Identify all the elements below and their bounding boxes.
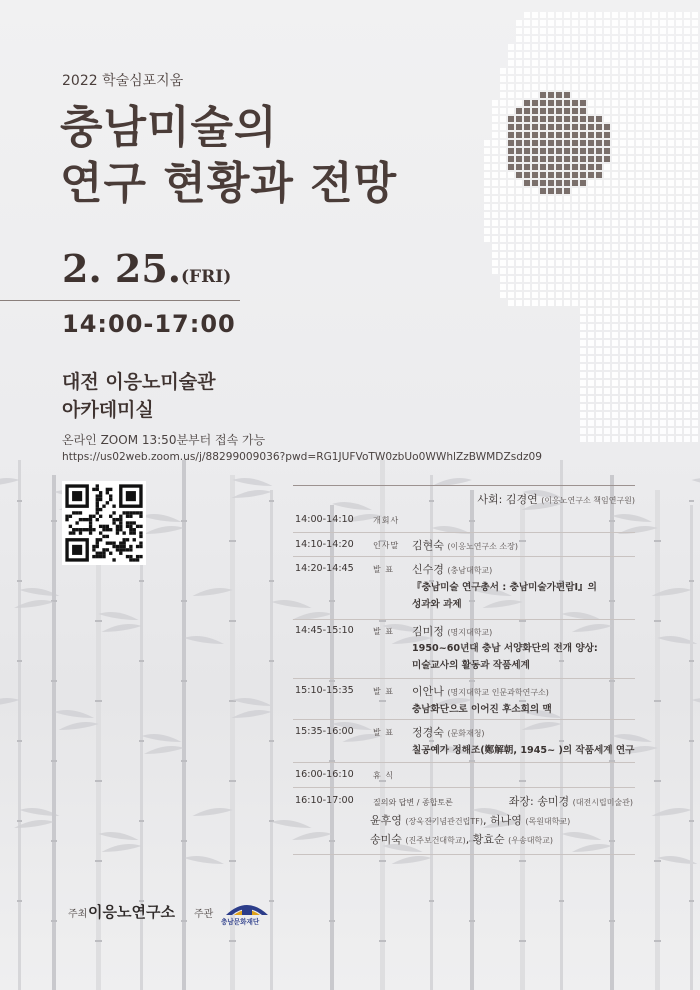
date-divider — [0, 300, 240, 301]
moderator — [477, 491, 635, 507]
paper-title — [412, 701, 552, 718]
row-time: 16:10-17:00 — [295, 795, 354, 806]
paper-title — [412, 579, 597, 613]
weekday: (FRI) — [181, 267, 232, 287]
program-row — [293, 788, 635, 855]
panelist-name: 허나영 — [489, 814, 522, 827]
row-role: 인사말 — [373, 541, 400, 550]
host-logo: 이응노연구소 — [88, 903, 175, 921]
row-role: 발 표 — [373, 687, 394, 696]
qr-code[interactable] — [62, 481, 146, 565]
row-time: 14:00-14:10 — [295, 514, 354, 525]
panelist-affil: (장욱진기념관건립TF) — [405, 817, 483, 826]
paper-title-line: 충남화단으로 이어진 후소회의 맥 — [412, 704, 552, 715]
paper-title-line: 성과와 과제 — [412, 599, 462, 610]
zoom-link[interactable]: https://us02web.zoom.us/j/88299009036?pwd=RG1JUFVoTW0zbUo0WWhlZzBWMDZsdz09 — [62, 451, 543, 463]
moderator-affil: (이응노연구소 책임연구원) — [541, 496, 635, 505]
row-time: 14:10-14:20 — [295, 539, 354, 550]
speaker-name: 신수경 — [412, 563, 444, 576]
panelists-line-2 — [370, 831, 553, 847]
event-time: 14:00-17:00 — [62, 310, 236, 338]
paper-title — [412, 742, 634, 759]
chair-affil: (대전시립미술관) — [572, 798, 633, 807]
row-time: 15:35-16:00 — [295, 726, 354, 737]
speaker-name: 김미정 — [412, 625, 444, 638]
event-date — [62, 246, 231, 291]
separator: , — [482, 814, 490, 827]
chair-name: 송미경 — [537, 795, 570, 808]
paper-title-line: 칠공예가 정해조(鄭解朝, 1945~ )의 작품세계 연구 — [412, 745, 635, 756]
panelist-affil: (목원대학교) — [525, 817, 571, 826]
row-time: 14:45-15:10 — [295, 625, 354, 636]
panelist-name: 윤후영 — [370, 814, 402, 827]
panelists-line-1 — [370, 812, 570, 828]
chair-label: 좌장: — [508, 795, 538, 808]
speaker-affil: (명지대학교 인문과학연구소) — [447, 688, 549, 697]
venue — [62, 368, 215, 424]
panelist-name: 황효순 — [472, 833, 505, 846]
moderator-label: 사회: — [477, 493, 506, 506]
separator: , — [465, 833, 473, 846]
speaker-name: 김현숙 — [412, 539, 444, 552]
title-line-2: 연구 현황과 전망 — [60, 158, 398, 209]
speaker — [412, 623, 492, 639]
speaker-name: 정경숙 — [412, 726, 444, 739]
row-role: 휴 식 — [373, 771, 394, 780]
chair — [509, 793, 633, 809]
program-row — [293, 720, 635, 763]
program-row — [293, 620, 635, 679]
panelist-affil: (진주보건대학교) — [405, 836, 466, 845]
program-row — [293, 557, 635, 620]
speaker — [412, 537, 518, 553]
host-label: 주최 — [68, 909, 88, 920]
speaker-affil: (충남대학교) — [447, 566, 493, 575]
speaker-affil: (문화재청) — [447, 729, 485, 738]
row-role: 발 표 — [373, 565, 394, 574]
program-row — [293, 508, 635, 533]
panelist-affil: (우송대학교) — [508, 836, 554, 845]
organizer-name: 충남문화재단 — [221, 918, 260, 926]
date-value: 2. 25. — [62, 246, 182, 291]
speaker — [412, 724, 485, 740]
venue-line-2: 아카데미실 — [62, 399, 154, 421]
row-role: 질의와 답변 / 종합토론 — [373, 798, 453, 807]
paper-title-line: 미술교사의 활동과 작품세계 — [412, 660, 530, 671]
row-role: 발 표 — [373, 728, 394, 737]
speaker-name: 이안나 — [412, 685, 444, 698]
page-title — [60, 100, 397, 212]
row-role: 발 표 — [373, 627, 394, 636]
speaker — [412, 561, 492, 577]
row-role: 개회사 — [373, 516, 400, 525]
moderator-name: 김경연 — [505, 493, 538, 506]
row-time: 14:20-14:45 — [295, 563, 354, 574]
program-row — [293, 763, 635, 788]
title-line-1: 충남미술의 — [60, 102, 278, 153]
panelist-name: 송미숙 — [370, 833, 402, 846]
paper-title-line: 1950~60년대 충남 서양화단의 전개 양상: — [412, 643, 598, 654]
symposium-label: 2022 학술심포지움 — [62, 73, 184, 89]
dotted-map-graphic — [400, 0, 700, 470]
row-time: 16:00-16:10 — [295, 769, 354, 780]
program-top-rule — [293, 485, 635, 486]
speaker — [412, 683, 549, 699]
organizer-label: 주관 — [194, 909, 214, 920]
paper-title — [412, 640, 598, 674]
speaker-affil: (명지대학교) — [447, 628, 493, 637]
row-time: 15:10-15:35 — [295, 685, 354, 696]
online-notice: 온라인 ZOOM 13:50분부터 접속 가능 — [62, 433, 266, 447]
program-row — [293, 679, 635, 720]
program-row — [293, 533, 635, 557]
speaker-affil: (이응노연구소 소장) — [447, 542, 518, 551]
paper-title-line: 『충남미술 연구총서 : 충남미술가편람Ⅰ』의 — [412, 582, 597, 593]
venue-line-1: 대전 이응노미술관 — [62, 371, 216, 393]
